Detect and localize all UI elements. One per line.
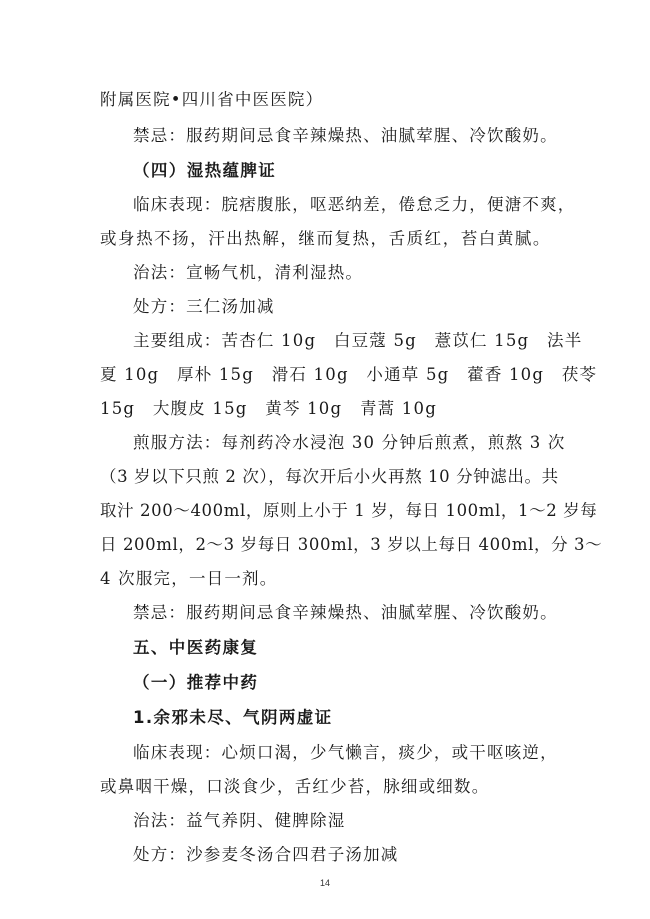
decoction-method-text: （3 岁以下只煎 2 次），每次开后小火再熬 10 分钟滤出。共 [100,467,559,486]
treatment-method-text: 治法：宣畅气机，清利湿热。 [133,263,364,282]
prescription-text: 处方：三仁汤加减 [133,297,275,316]
prescription-text: 处方：沙参麦冬汤合四君子汤加减 [133,845,399,864]
composition-text: 夏 10g 厚朴 15g 滑石 10g 小通草 5g 藿香 10g 茯苓 [100,365,598,384]
treatment-method-text: 治法：益气养阴、健脾除湿 [133,811,346,830]
section-heading: （四）湿热蕴脾证 [133,161,277,180]
clinical-manifestation-text: 临床表现：脘痞腹胀，呕恶纳差，倦怠乏力，便溏不爽， [133,195,576,214]
contraindication-text: 禁忌：服药期间忌食辛辣燥热、油腻荤腥、冷饮酸奶。 [133,126,558,145]
decoction-method-text: 4 次服完，一日一剂。 [100,569,278,588]
composition-text: 主要组成：苦杏仁 10g 白豆蔻 5g 薏苡仁 15g 法半 [133,331,583,350]
clinical-manifestation-text: 或身热不扬，汗出热解，继而复热，舌质红，苔白黄腻。 [100,229,550,248]
chapter-heading: 五、中医药康复 [133,638,259,657]
composition-text: 15g 大腹皮 15g 黄芩 10g 青蒿 10g [100,399,437,418]
decoction-method-text: 取汁 200～400ml，原则上小于 1 岁，每日 100ml，1～2 岁每 [100,501,598,520]
contraindication-text: 禁忌：服药期间忌食辛辣燥热、油腻荤腥、冷饮酸奶。 [133,603,558,622]
subsection-heading: 1.余邪未尽、气阴两虚证 [133,708,333,727]
clinical-manifestation-text: 或鼻咽干燥，口淡食少，舌红少苔，脉细或细数。 [100,777,490,796]
clinical-manifestation-text: 临床表现：心烦口渴，少气懒言，痰少，或干呕咳逆， [133,743,558,762]
decoction-method-text: 煎服方法：每剂药冷水浸泡 30 分钟后煎煮，煎熬 3 次 [133,433,566,452]
paragraph-continuation: 附属医院•四川省中医医院） [100,90,324,109]
section-heading: （一）推荐中药 [133,673,259,692]
decoction-method-text: 日 200ml，2～3 岁每日 300ml，3 岁以上每日 400ml，分 3～ [100,535,603,554]
page-number: 14 [319,878,330,888]
